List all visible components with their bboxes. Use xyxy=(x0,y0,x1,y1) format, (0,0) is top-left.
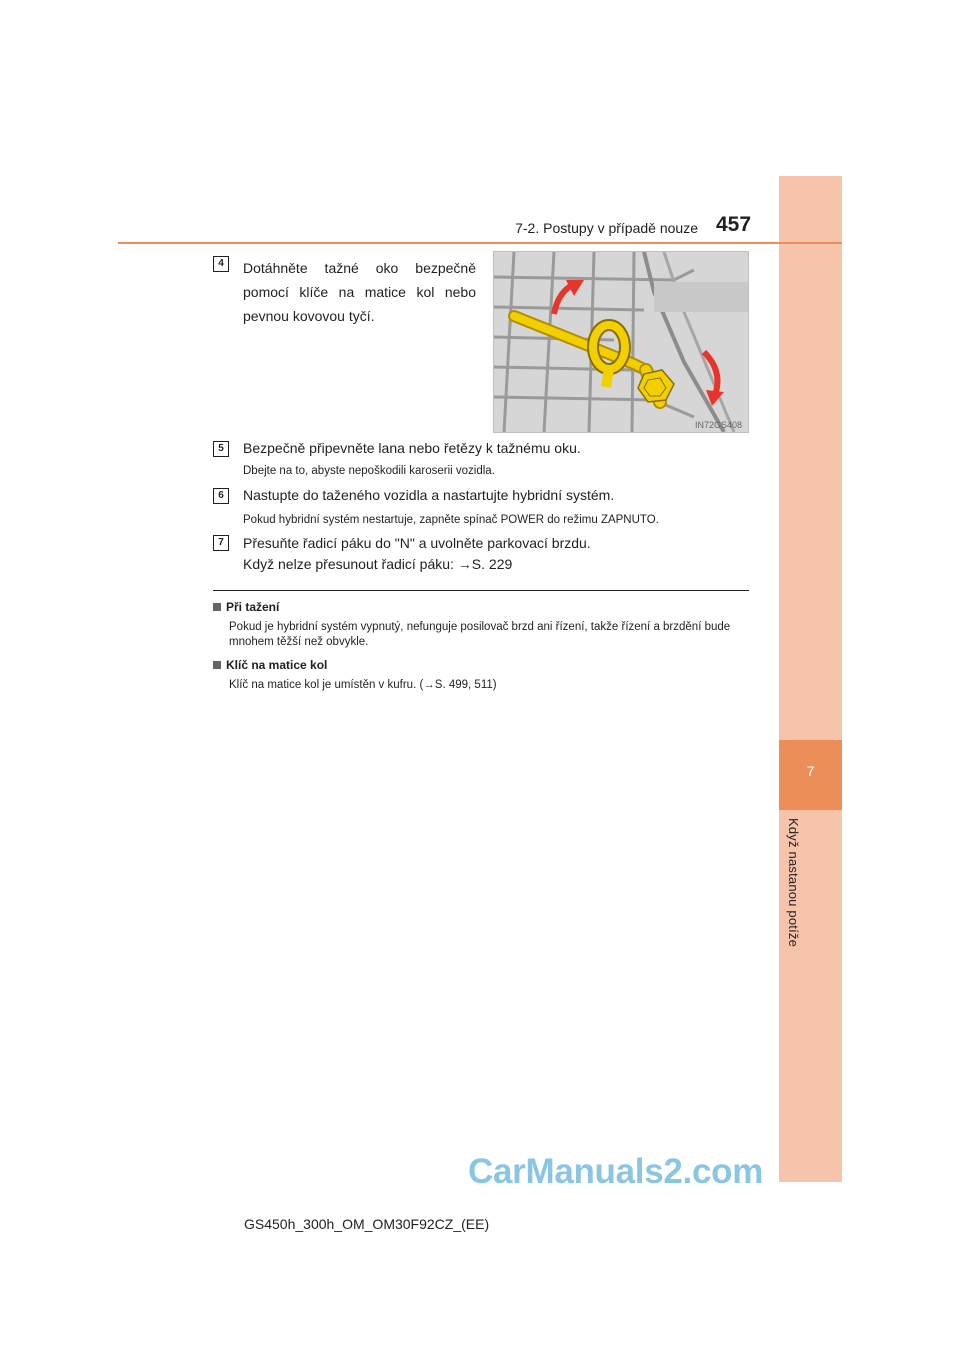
section-title: 7-2. Postupy v případě nouze xyxy=(515,220,698,236)
header-rule xyxy=(118,242,842,244)
step-7-text: Přesuňte řadicí páku do "N" a uvolněte parkovací brzdu. xyxy=(243,535,591,551)
note-title-text: Při tažení xyxy=(226,600,280,614)
figure-code: IN72GS408 xyxy=(694,420,742,430)
note-title xyxy=(213,658,327,672)
step-6-text: Nastupte do taženého vozidla a nastartujte hybridní systém. xyxy=(243,487,615,503)
note-title-text: Klíč na matice kol xyxy=(226,658,328,672)
chapter-side-band xyxy=(779,176,842,1182)
step-5-text: Bezpečně připevněte lana nebo řetězy k tažnému oku. xyxy=(243,440,581,456)
step-number-badge: 4 xyxy=(213,256,229,272)
square-bullet-icon xyxy=(213,661,221,669)
section-divider xyxy=(213,590,749,591)
watermark-logo: CarManuals2.com xyxy=(468,1152,764,1191)
step-number-badge: 5 xyxy=(213,441,229,457)
footer-document-code: GS450h_300h_OM_OM30F92CZ_(EE) xyxy=(244,1216,490,1232)
note-body: Pokud je hybridní systém vypnutý, nefunguje posilovač brzd ani řízení, takže řízení a brzdění bude mnohem těžší než obvykle. xyxy=(229,621,731,648)
page-number: 457 xyxy=(716,213,752,236)
chapter-title: Když nastanou potíže xyxy=(786,818,801,948)
step-number-badge: 6 xyxy=(213,488,229,504)
step-7-reference[interactable]: Když nelze přesunout řadicí páku: →S. 229 xyxy=(243,556,513,572)
chapter-number: 7 xyxy=(806,763,815,779)
note-title xyxy=(213,600,279,614)
tow-eye-tightening-illustration xyxy=(493,251,749,433)
note-body[interactable]: Klíč na matice kol je umístěn v kufru. (→S. 499, 511) xyxy=(229,679,497,691)
step-number-badge: 7 xyxy=(213,535,229,551)
step-5-note: Dbejte na to, abyste nepoškodili karoserii vozidla. xyxy=(243,465,495,477)
illustration-graphic xyxy=(494,252,748,432)
step-6-note: Pokud hybridní systém nestartuje, zapněte spínač POWER do režimu ZAPNUTO. xyxy=(243,514,659,526)
step-4-text: Dotáhněte tažné oko bezpečně pomocí klíče na matice kol nebo pevnou kovovou tyčí. xyxy=(243,260,476,324)
square-bullet-icon xyxy=(213,603,221,611)
